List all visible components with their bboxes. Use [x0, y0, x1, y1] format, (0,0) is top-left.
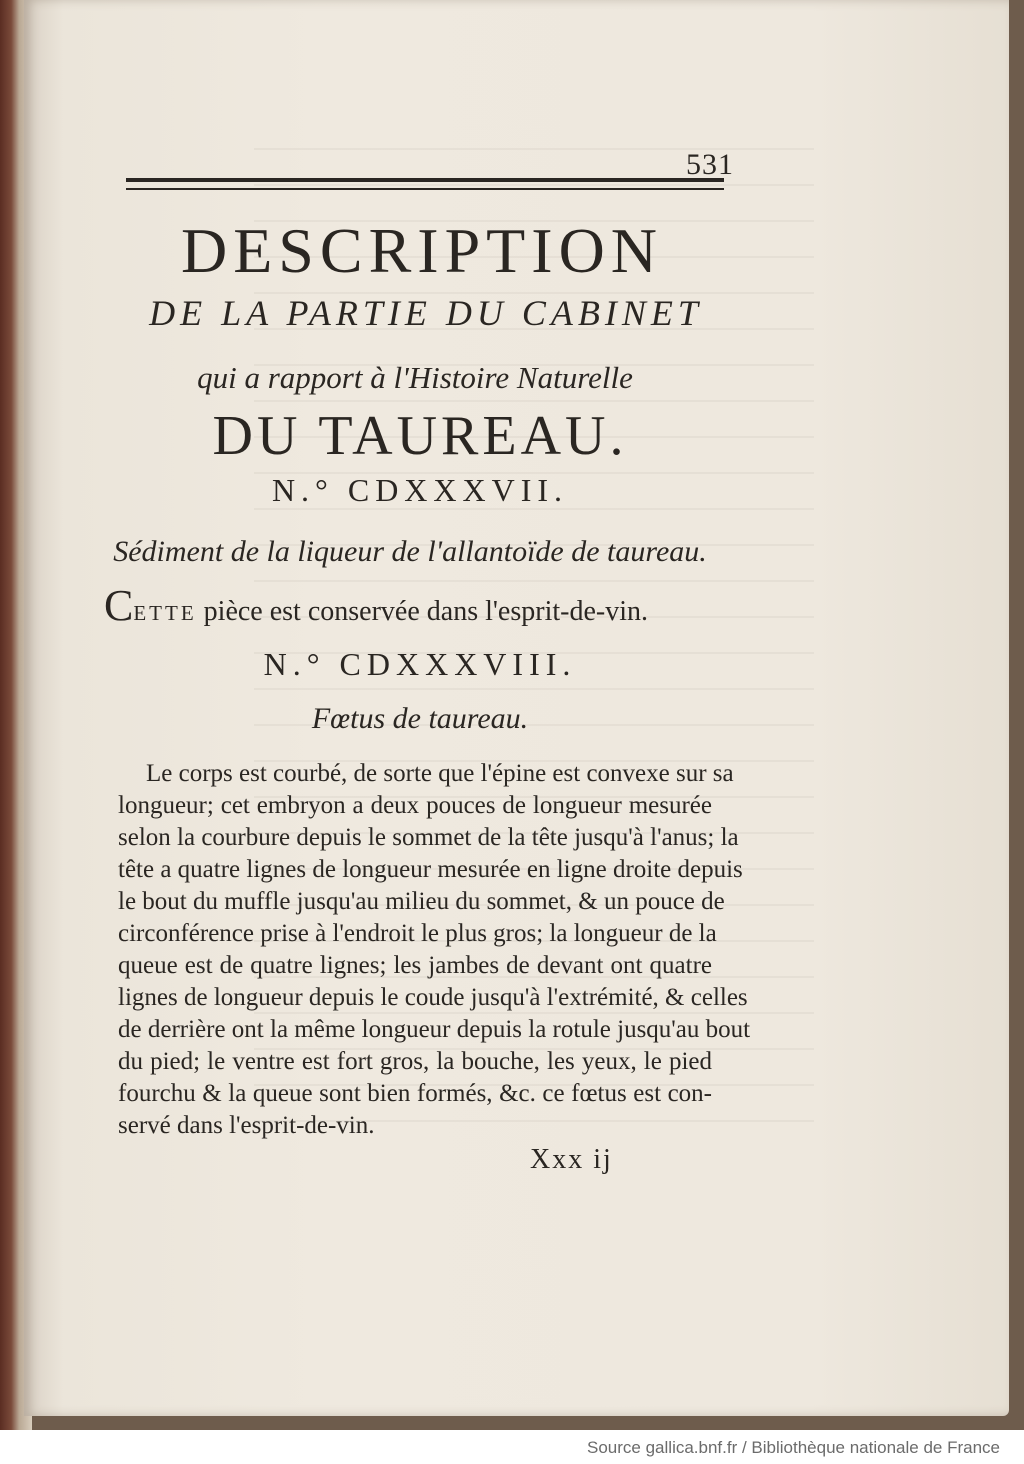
- small-caps-word: ETTE: [133, 601, 197, 625]
- body-line: Le corps est courbé, de sorte que l'épine est convexe sur sa: [146, 760, 734, 787]
- signature-mark: Xxx ij: [530, 1144, 613, 1175]
- entry-number: N.° CDXXXVIII.: [263, 646, 577, 682]
- entry-text-rest: pièce est conservée dans l'esprit-de-vin.: [196, 596, 648, 627]
- body-line: lignes de longueur depuis le coude jusqu'à l'extrémité, & celles: [118, 984, 748, 1011]
- body-line: circonférence prise à l'endroit le plus gros; la longueur de la: [118, 920, 717, 947]
- body-line: servé dans l'esprit-de-vin.: [118, 1112, 375, 1139]
- body-line: queue est de quatre lignes; les jambes de devant ont quatre: [118, 952, 712, 979]
- drop-cap: C: [104, 581, 134, 630]
- page-title: DESCRIPTION: [180, 215, 664, 286]
- body-line: selon la courbure depuis le sommet de la tête jusqu'à l'anus; la: [118, 824, 739, 851]
- entry-title: Fœtus de taureau.: [311, 702, 529, 735]
- body-line: longueur; cet embryon a deux pouces de longueur mesurée: [118, 792, 712, 819]
- entry-number: N.° CDXXXVII.: [271, 472, 569, 508]
- section-heading: DU TAUREAU.: [212, 405, 628, 467]
- body-line: de derrière ont la même longueur depuis la rotule jusqu'au bout: [118, 1016, 751, 1043]
- body-line: le bout du muffle jusqu'au milieu du sommet, & un pouce de: [118, 888, 725, 915]
- footer: [0, 1430, 1024, 1464]
- entry-title: Sédiment de la liqueur de l'allantoïde de taureau.: [113, 535, 707, 568]
- page-subtitle-secondary: qui a rapport à l'Histoire Naturelle: [197, 360, 633, 395]
- body-line: tête a quatre lignes de longueur mesurée en ligne droite depuis: [118, 856, 743, 883]
- page-number: 531: [686, 148, 734, 181]
- body-line: du pied; le ventre est fort gros, la bouche, les yeux, le pied: [118, 1048, 712, 1075]
- source-credit: Source gallica.bnf.fr / Bibliothèque nationale de France: [587, 1438, 1000, 1457]
- header-rule: [126, 178, 724, 190]
- body-line: fourchu & la queue sont bien formés, &c. ce fœtus est con-: [118, 1080, 712, 1107]
- page-subtitle: DE LA PARTIE DU CABINET: [149, 293, 703, 333]
- entry-text: [104, 580, 648, 631]
